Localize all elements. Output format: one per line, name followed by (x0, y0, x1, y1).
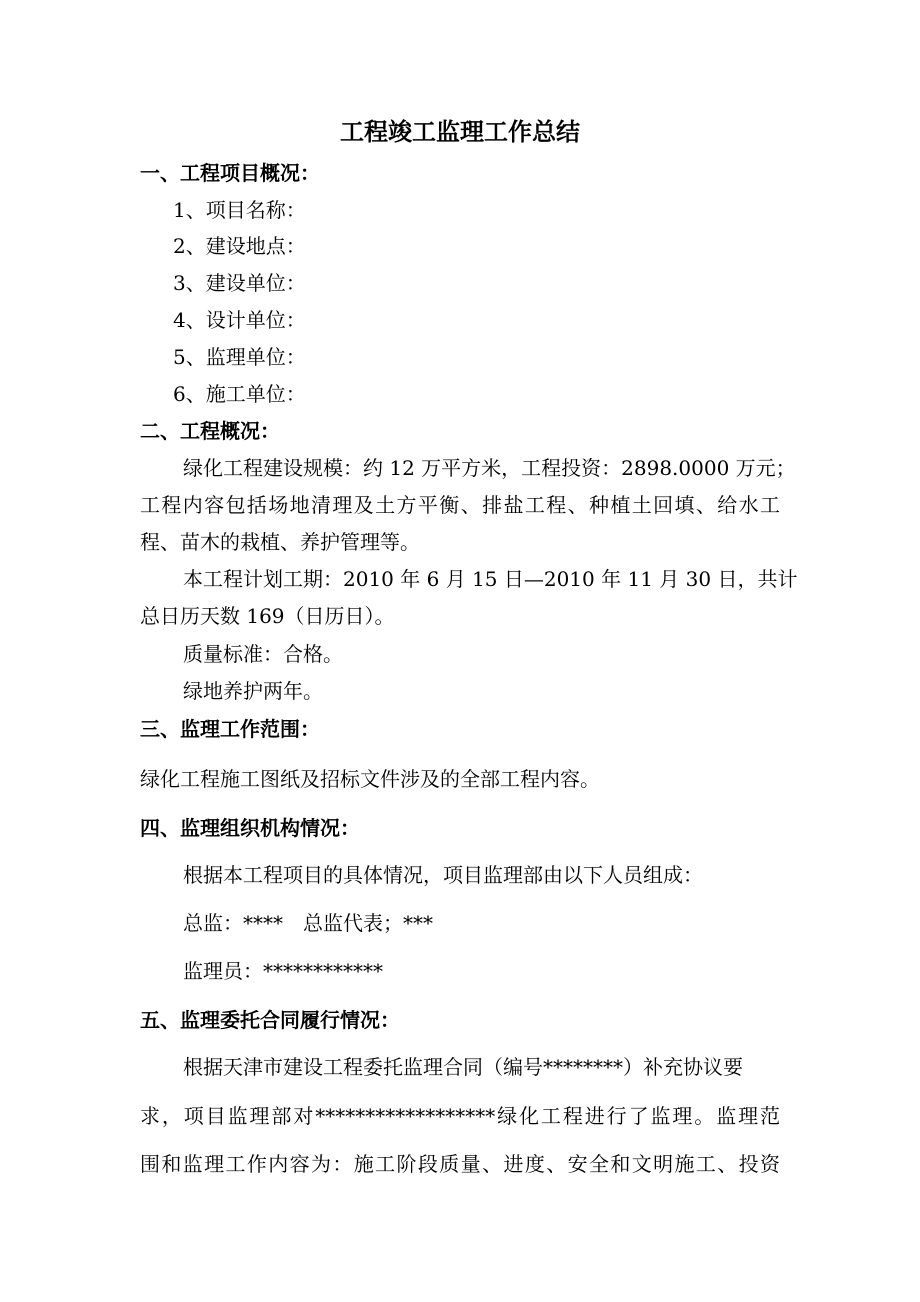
owner-unit-item: 3、建设单位： (173, 271, 306, 295)
maintenance-period: 绿地养护两年。 (183, 679, 323, 703)
section-2-heading: 二、工程概况： (140, 419, 280, 443)
schedule-line: 本工程计划工期：2010 年 6 月 15 日—2010 年 11 月 30 日，共计 (183, 567, 798, 591)
supervision-unit-item: 5、监理单位： (173, 345, 306, 369)
contract-paragraph-line-1: 根据天津市建设工程委托监理合同（编号********）补充协议要 (183, 1055, 743, 1079)
chief-supervisor-line: 总监：**** 总监代表；*** (183, 911, 433, 935)
quality-standard: 质量标准：合格。 (183, 642, 343, 666)
project-scope-line-end: 程、苗木的栽植、养护管理等。 (140, 530, 420, 554)
section-5-heading: 五、监理委托合同履行情况： (140, 1008, 400, 1032)
construction-site-item: 2、建设地点： (173, 234, 306, 258)
design-unit-item: 4、设计单位： (173, 308, 306, 332)
section-1-heading: 一、工程项目概况： (140, 161, 320, 185)
section-4-heading: 四、监理组织机构情况： (140, 816, 360, 840)
document-title: 工程竣工监理工作总结 (340, 117, 580, 146)
contractor-unit-item: 6、施工单位： (173, 382, 306, 406)
organization-intro: 根据本工程项目的具体情况，项目监理部由以下人员组成： (183, 863, 703, 887)
project-name-item: 1、项目名称： (173, 198, 306, 222)
contract-paragraph-line-3: 围和监理工作内容为：施工阶段质量、进度、安全和文明施工、投资 (140, 1152, 780, 1176)
schedule-line-end: 总日历天数 169（日历日）。 (140, 604, 395, 628)
project-scope-line: 工程内容包括场地清理及土方平衡、排盐工程、种植土回填、给水工 (140, 493, 780, 517)
contract-paragraph-line-2: 求，项目监理部对******************绿化工程进行了监理。监理范 (140, 1104, 780, 1128)
supervisor-staff-line: 监理员：************ (183, 959, 383, 983)
section-3-heading: 三、监理工作范围： (140, 717, 320, 741)
supervision-scope-text: 绿化工程施工图纸及招标文件涉及的全部工程内容。 (140, 767, 600, 791)
project-scale-line: 绿化工程建设规模：约 12 万平方米，工程投资：2898.0000 万元； (183, 456, 796, 480)
